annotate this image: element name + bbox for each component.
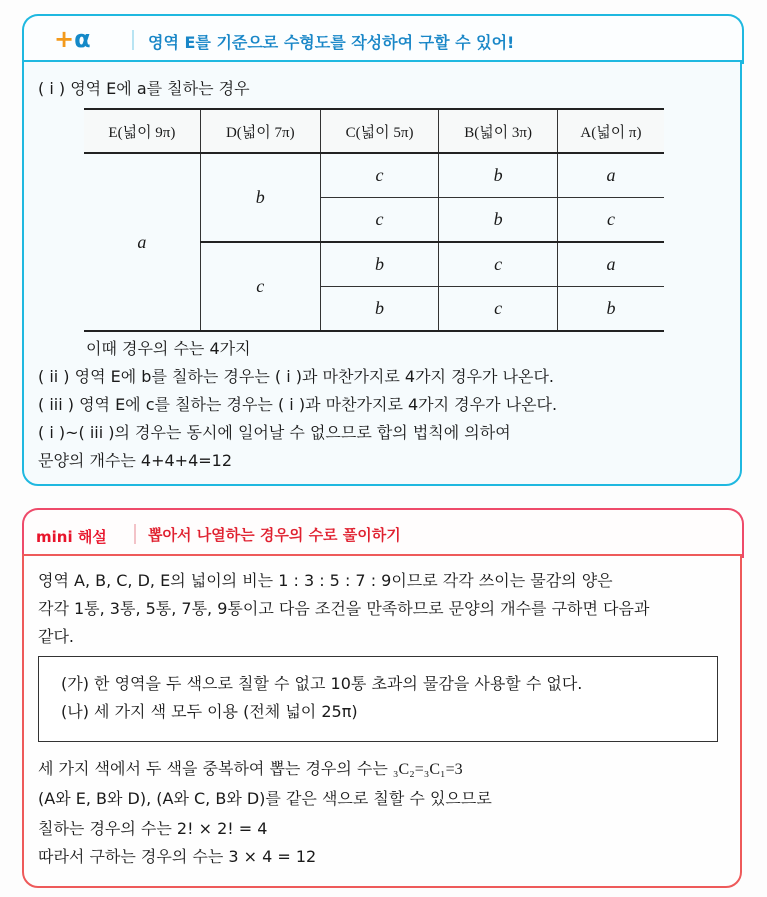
- cell-a: a: [557, 242, 664, 287]
- condition-ga: (가) 한 영역을 두 색으로 칠할 수 없고 10통 초과의 물감을 사용할 수 없다.: [61, 674, 583, 693]
- conditions-box: [38, 656, 718, 742]
- alpha-icon: α: [74, 25, 91, 53]
- plus-alpha-logo: [54, 26, 91, 52]
- intro-line-3: 같다.: [38, 627, 74, 646]
- cell-c: b: [320, 287, 439, 332]
- case-ii-text: ( ii ) 영역 E에 b를 칠하는 경우는 ( i )과 마찬가지로 4가지 경우가 나온다.: [38, 367, 554, 386]
- intro-line-1: 영역 A, B, C, D, E의 넓이의 비는 1 : 3 : 5 : 7 : 9이므로 각각 쓰이는 물감의 양은: [38, 571, 613, 590]
- header-e: E(넓이 9π): [84, 109, 200, 153]
- cell-a: c: [557, 198, 664, 243]
- total-count-text: 문양의 개수는 4+4+4=12: [38, 451, 233, 470]
- result-line-2: (A와 E, B와 D), (A와 C, B와 D)를 같은 색으로 칠할 수 있으므로: [38, 789, 492, 808]
- cell-b: c: [439, 287, 558, 332]
- tree-diagram-table: [84, 108, 664, 332]
- cell-d: b: [200, 153, 320, 242]
- sum-rule-text: ( i )~( iii )의 경우는 동시에 일어날 수 없으므로 합의 법칙에 의하여: [38, 423, 511, 442]
- cell-c: c: [320, 153, 439, 198]
- plus-alpha-header: [22, 14, 744, 64]
- cell-d: c: [200, 242, 320, 331]
- intro-line-2: 각각 1통, 3통, 5통, 7통, 9통이고 다음 조건을 만족하므로 문양의 개수를 구하면 다음과: [38, 599, 650, 618]
- result-line-4: 따라서 구하는 경우의 수는 3 × 4 = 12: [38, 847, 317, 866]
- header-b: B(넓이 3π): [439, 109, 558, 153]
- cell-b: c: [439, 242, 558, 287]
- case-i-count: 이때 경우의 수는 4가지: [86, 339, 251, 358]
- cell-a: b: [557, 287, 664, 332]
- header-divider: [134, 524, 136, 544]
- plus-alpha-content: [22, 60, 742, 486]
- result-line-3: 칠하는 경우의 수는 2! × 2! = 4: [38, 819, 268, 838]
- section-title: 뽑아서 나열하는 경우의 수로 풀이하기: [148, 526, 401, 544]
- plus-icon: +: [54, 25, 75, 53]
- table-row: [84, 153, 664, 198]
- combination-formula: ₃C₂=₃C₁=3: [392, 761, 463, 778]
- header-divider: [132, 30, 134, 50]
- result-line-1-text: 세 가지 색에서 두 색을 중복하여 뽑는 경우의 수는: [38, 759, 393, 778]
- cell-c: b: [320, 242, 439, 287]
- cell-b: b: [439, 153, 558, 198]
- cell-c: c: [320, 198, 439, 243]
- mini-explanation-content: [22, 554, 742, 888]
- cell-b: b: [439, 198, 558, 243]
- mini-explanation-logo: mini 해설: [36, 528, 107, 546]
- section-title: 영역 E를 기준으로 수형도를 작성하여 구할 수 있어!: [148, 33, 515, 52]
- result-line-1: [38, 758, 463, 781]
- condition-na: (나) 세 가지 색 모두 이용 (전체 넓이 25π): [61, 702, 358, 721]
- header-a: A(넓이 π): [557, 109, 664, 153]
- case-iii-text: ( iii ) 영역 E에 c를 칠하는 경우는 ( i )과 마찬가지로 4가지 경우가 나온다.: [38, 395, 558, 414]
- cell-a: a: [557, 153, 664, 198]
- mini-explanation-header: [22, 508, 744, 558]
- header-d: D(넓이 7π): [200, 109, 320, 153]
- header-c: C(넓이 5π): [320, 109, 439, 153]
- cell-e: a: [84, 153, 200, 331]
- case-i-heading: ( i ) 영역 E에 a를 칠하는 경우: [38, 79, 250, 98]
